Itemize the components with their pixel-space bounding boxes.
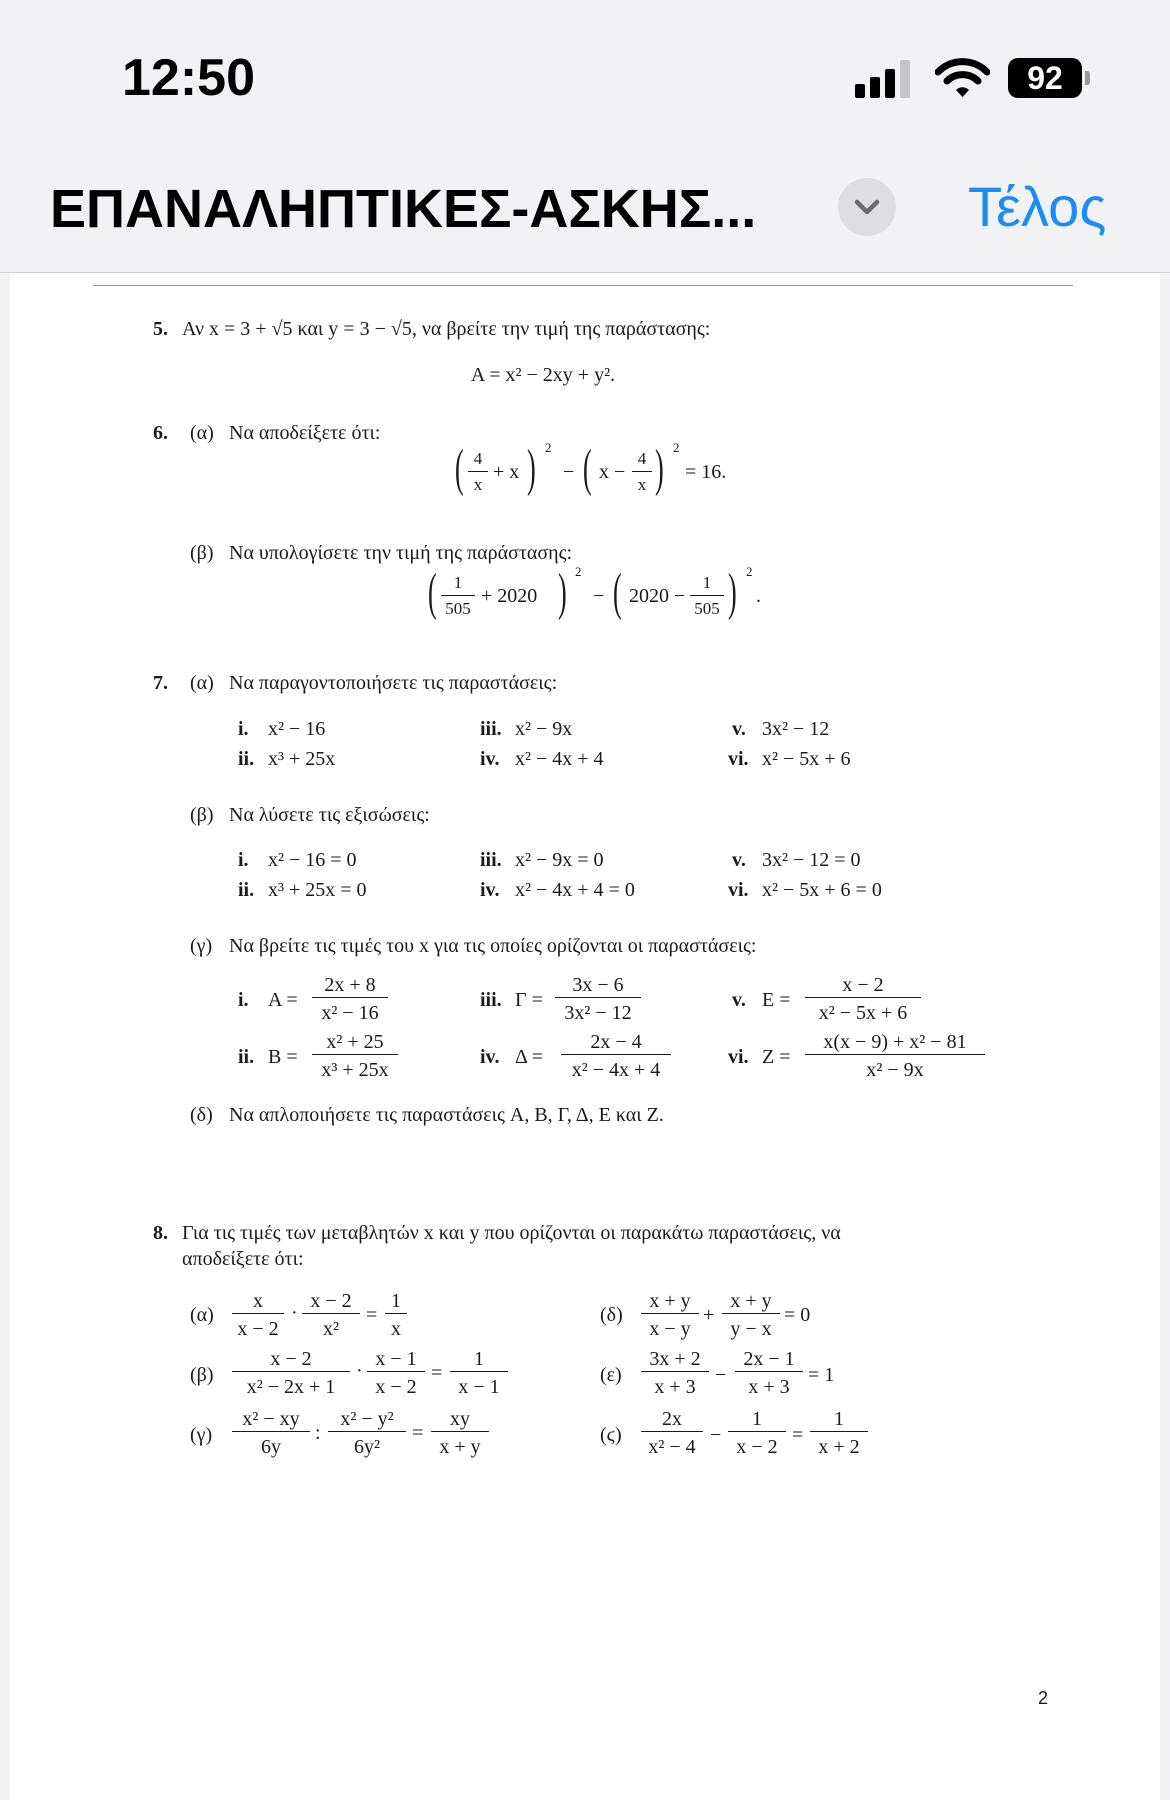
operator: · <box>356 1360 363 1382</box>
frac-den: 6y² <box>354 1436 380 1458</box>
fraction-bar <box>367 1371 425 1372</box>
ex6-number: 6. <box>153 422 168 444</box>
paren-open: ( <box>455 440 464 497</box>
fraction-bar <box>312 1054 398 1055</box>
fraction-bar <box>232 1313 284 1314</box>
fraction-bar <box>468 471 488 472</box>
ex6a-expression <box>455 440 755 503</box>
ex8d-label: (δ) <box>600 1304 623 1326</box>
frac-num: 2x − 4 <box>590 1031 642 1053</box>
equals: = <box>366 1304 378 1326</box>
x-minus: x − <box>599 461 626 483</box>
equals: = <box>412 1422 424 1444</box>
frac-num: x <box>253 1290 263 1312</box>
frac-den: x <box>473 475 483 494</box>
fraction-bar <box>561 1054 671 1055</box>
done-button[interactable]: Τέλος <box>968 175 1107 238</box>
ex8-line2: αποδείξετε ότι: <box>182 1248 304 1270</box>
frac-num: 1 <box>702 573 712 592</box>
item-num: vi. <box>728 748 749 770</box>
item-num: iv. <box>480 748 500 770</box>
fraction-bar <box>728 1431 786 1432</box>
item-lhs: Γ = <box>515 989 543 1011</box>
status-bar <box>0 0 1170 150</box>
item-expr: 3x² − 12 <box>762 718 830 740</box>
status-time: 12:50 <box>122 49 255 107</box>
frac-num: x(x − 9) + x² − 81 <box>823 1031 967 1053</box>
fraction-bar <box>805 997 921 998</box>
ex8f-label: (ϛ) <box>600 1424 622 1446</box>
frac-den: x − y <box>649 1318 691 1340</box>
item-lhs: A = <box>268 989 298 1011</box>
frac-num: 1 <box>391 1290 401 1312</box>
item-expr: x² − 5x + 6 = 0 <box>762 879 882 901</box>
ex6b-label: (β) <box>190 542 214 564</box>
item-num: v. <box>732 989 746 1011</box>
item-num: i. <box>238 849 249 871</box>
frac-den: x² − 16 <box>321 1002 379 1024</box>
item-expr: 3x² − 12 = 0 <box>762 849 861 871</box>
fraction-bar <box>632 471 652 472</box>
header-rule <box>93 285 1073 286</box>
frac-den: x³ + 25x <box>321 1059 389 1081</box>
item-lhs: Δ = <box>515 1046 544 1068</box>
fraction-bar <box>735 1371 803 1372</box>
frac-den: y − x <box>730 1318 772 1340</box>
plus-x: + x <box>493 461 520 483</box>
operator: − <box>710 1424 722 1446</box>
frac-num: 4 <box>637 449 647 468</box>
operator: · <box>291 1302 298 1324</box>
paren-open: ( <box>583 440 592 497</box>
first-2020: 2020 − <box>629 585 686 607</box>
fraction-bar <box>690 595 724 596</box>
frac-num: x + y <box>730 1290 772 1312</box>
fraction-bar <box>385 1313 407 1314</box>
exponent: 2 <box>575 564 582 579</box>
fraction-bar <box>641 1313 699 1314</box>
item-lhs: E = <box>762 989 791 1011</box>
nav-bar <box>0 150 1170 273</box>
chevron-down-icon <box>838 178 896 236</box>
frac-den: x <box>637 475 647 494</box>
frac-num: x − 2 <box>310 1290 352 1312</box>
ex5-number: 5. <box>153 318 168 340</box>
equals-result: = 1 <box>808 1364 835 1386</box>
minus: − <box>593 585 605 607</box>
fraction-bar <box>641 1371 709 1372</box>
paren-open: ( <box>613 564 622 621</box>
frac-num: 1 <box>453 573 463 592</box>
item-num: vi. <box>728 1046 749 1068</box>
item-num: vi. <box>728 879 749 901</box>
fraction-bar <box>328 1431 406 1432</box>
frac-den: x + y <box>439 1436 481 1458</box>
item-num: iii. <box>480 989 502 1011</box>
wifi-icon <box>935 58 990 98</box>
item-expr: x² − 9x = 0 <box>515 849 604 871</box>
item-expr: x³ + 25x = 0 <box>268 879 367 901</box>
ex6b-expression <box>428 564 788 627</box>
item-lhs: B = <box>268 1046 298 1068</box>
ex7a-label: (α) <box>190 672 214 694</box>
frac-den: x² − 4x + 4 <box>571 1059 661 1081</box>
fraction-bar <box>431 1431 489 1432</box>
item-expr: x² − 5x + 6 <box>762 748 851 770</box>
item-expr: x³ + 25x <box>268 748 336 770</box>
battery-icon: 92 <box>1008 58 1082 98</box>
frac-num: x² − y² <box>340 1408 394 1430</box>
frac-num: 1 <box>752 1408 762 1430</box>
frac-den: x + 3 <box>748 1376 790 1398</box>
ex8b-label: (β) <box>190 1364 214 1386</box>
frac-num: x + y <box>649 1290 691 1312</box>
minus: − <box>563 461 575 483</box>
frac-num: xy <box>450 1408 470 1430</box>
exponent: 2 <box>673 440 680 455</box>
frac-den: x − 1 <box>458 1376 500 1398</box>
frac-num: x − 2 <box>270 1348 312 1370</box>
frac-num: x² + 25 <box>326 1031 384 1053</box>
frac-den: x² − 4 <box>648 1436 696 1458</box>
frac-den: 505 <box>445 599 471 618</box>
frac-den: x² − 5x + 6 <box>818 1002 908 1024</box>
frac-den: 505 <box>694 599 720 618</box>
item-lhs: Z = <box>762 1046 791 1068</box>
frac-den: x − 2 <box>375 1376 417 1398</box>
item-num: iv. <box>480 1046 500 1068</box>
ex7a-text: Να παραγοντοποιήσετε τις παραστάσεις: <box>229 672 558 694</box>
ex7-number: 7. <box>153 672 168 694</box>
ex7b-text: Να λύσετε τις εξισώσεις: <box>229 804 430 826</box>
frac-num: 3x − 6 <box>572 974 624 996</box>
item-expr: x² − 9x <box>515 718 573 740</box>
ex7d-label: (δ) <box>190 1104 213 1126</box>
item-num: ii. <box>238 879 255 901</box>
ex8c-label: (γ) <box>190 1424 213 1446</box>
ex5-statement: Αν x = 3 + √5 και y = 3 − √5, να βρείτε την τιμή της παράστασης: <box>182 318 711 340</box>
frac-num: 4 <box>473 449 483 468</box>
frac-num: 1 <box>474 1348 484 1370</box>
plus-2020: + 2020 <box>481 585 538 607</box>
operator: + <box>703 1304 715 1326</box>
item-num: ii. <box>238 1046 255 1068</box>
frac-den: x² <box>323 1318 339 1340</box>
fraction-bar <box>810 1431 868 1432</box>
paren-close: ) <box>728 564 737 621</box>
frac-den: x² − 9x <box>866 1059 924 1081</box>
fraction-bar <box>641 1431 703 1432</box>
item-expr: x² − 16 = 0 <box>268 849 357 871</box>
exponent: 2 <box>545 440 552 455</box>
frac-den: 3x² − 12 <box>564 1002 632 1024</box>
item-num: ii. <box>238 748 255 770</box>
fraction-bar <box>312 997 388 998</box>
exponent: 2 <box>746 564 753 579</box>
frac-num: x − 2 <box>842 974 884 996</box>
fraction-bar <box>450 1371 508 1372</box>
cellular-signal-icon <box>855 60 915 98</box>
ex7c-text: Να βρείτε τις τιμές του x για τις οποίες ορίζονται οι παραστάσεις: <box>229 935 757 957</box>
paren-open: ( <box>428 564 437 621</box>
ex7d-text: Να απλοποιήσετε τις παραστάσεις A, B, Γ, Δ, E και Z. <box>229 1104 664 1126</box>
frac-den: x + 3 <box>654 1376 696 1398</box>
ex7b-label: (β) <box>190 804 214 826</box>
paren-close: ) <box>558 564 567 621</box>
equals: = <box>431 1362 443 1384</box>
paren-close: ) <box>527 440 536 497</box>
fraction-bar <box>722 1313 780 1314</box>
frac-num: 2x + 8 <box>324 974 376 996</box>
ex6a-text: Να αποδείξετε ότι: <box>229 422 381 444</box>
frac-num: x² − xy <box>242 1408 300 1430</box>
fraction-bar <box>232 1431 310 1432</box>
document-page[interactable] <box>10 273 1160 1800</box>
fraction-bar <box>555 997 641 998</box>
item-expr: x² − 4x + 4 <box>515 748 604 770</box>
fraction-bar <box>302 1313 360 1314</box>
fraction-bar <box>232 1371 350 1372</box>
frac-num: x − 1 <box>375 1348 417 1370</box>
page-number: 2 <box>1038 1688 1049 1708</box>
ex8e-label: (ε) <box>600 1364 622 1386</box>
item-num: iii. <box>480 849 502 871</box>
frac-den: x <box>391 1318 401 1340</box>
item-num: v. <box>732 718 746 740</box>
frac-den: x − 2 <box>237 1318 279 1340</box>
ex8-number: 8. <box>153 1222 168 1244</box>
equals: = <box>792 1424 804 1446</box>
frac-den: 6y <box>261 1436 281 1458</box>
frac-num: 3x + 2 <box>649 1348 701 1370</box>
item-num: iii. <box>480 718 502 740</box>
frac-den: x − 2 <box>736 1436 778 1458</box>
frac-den: x² − 2x + 1 <box>246 1376 336 1398</box>
ex8a-label: (α) <box>190 1304 214 1326</box>
operator: − <box>715 1364 727 1386</box>
ex7c-label: (γ) <box>190 935 213 957</box>
document-title[interactable]: ΕΠΑΝΑΛΗΠΤΙΚΕΣ-ΑΣΚΗΣ... <box>50 179 757 239</box>
item-num: i. <box>238 718 249 740</box>
item-num: i. <box>238 989 249 1011</box>
ex8-line1: Για τις τιμές των μεταβλητών x και y που ορίζονται οι παρακάτω παραστάσεις, να <box>182 1222 841 1244</box>
item-expr: x² − 4x + 4 = 0 <box>515 879 635 901</box>
paren-close: ) <box>655 440 664 497</box>
fraction-bar <box>441 595 475 596</box>
frac-num: 1 <box>834 1408 844 1430</box>
frac-num: 2x − 1 <box>743 1348 795 1370</box>
battery-tip <box>1085 71 1090 85</box>
equals-result: = 0 <box>784 1304 811 1326</box>
ex6b-text: Να υπολογίσετε την τιμή της παράστασης: <box>229 542 573 564</box>
title-menu-button[interactable] <box>838 178 896 236</box>
frac-den: x + 2 <box>818 1436 860 1458</box>
ex6a-label: (α) <box>190 422 214 444</box>
frac-num: 2x <box>662 1408 682 1430</box>
item-num: v. <box>732 849 746 871</box>
item-expr: x² − 16 <box>268 718 326 740</box>
period: . <box>756 585 761 607</box>
ex5-formula: A = x² − 2xy + y². <box>470 364 616 386</box>
item-num: iv. <box>480 879 500 901</box>
fraction-bar <box>805 1054 985 1055</box>
result: = 16. <box>685 461 727 483</box>
operator: : <box>315 1422 321 1444</box>
